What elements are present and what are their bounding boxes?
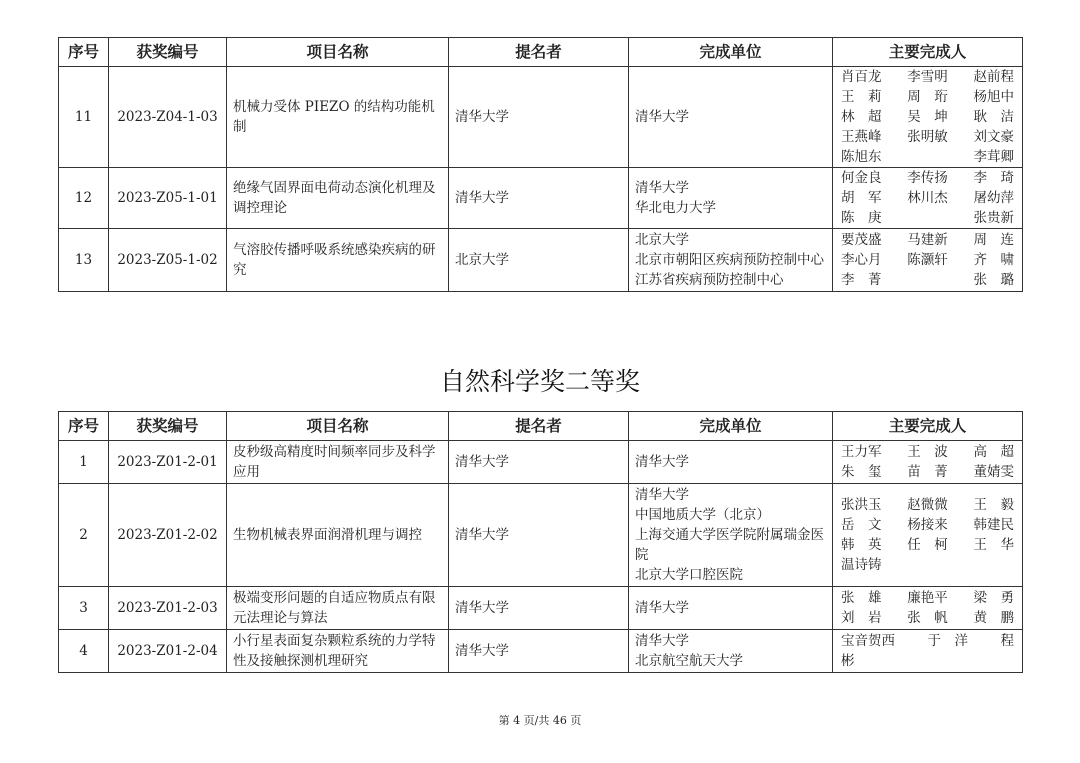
person-name: 杨旭中 bbox=[973, 89, 1014, 105]
people-line bbox=[841, 442, 1014, 462]
people-line bbox=[841, 127, 1014, 147]
header-people: 主要完成人 bbox=[833, 38, 1023, 67]
person-name: 肖百龙 bbox=[841, 69, 882, 85]
person-name: 陈灏轩 bbox=[907, 252, 948, 268]
people-line bbox=[841, 208, 1014, 228]
unit-name: 清华大学 bbox=[635, 180, 689, 196]
person-name: 李心月 bbox=[841, 252, 882, 268]
table-row bbox=[59, 441, 1023, 484]
person-name: 周 连 bbox=[973, 232, 1014, 248]
person-name: 马建新 bbox=[907, 232, 948, 248]
unit-name: 北京大学 bbox=[635, 232, 689, 248]
person-name: 廉艳平 bbox=[907, 590, 948, 606]
cell-units bbox=[629, 484, 833, 587]
cell-code: 2023-Z01-2-02 bbox=[109, 484, 227, 587]
person-name: 宝音贺西 bbox=[841, 633, 895, 649]
cell-code: 2023-Z04-1-03 bbox=[109, 67, 227, 168]
cell-project: 气溶胶传播呼吸系统感染疾病的研究 bbox=[227, 229, 449, 292]
people-line bbox=[841, 535, 1014, 555]
people-line bbox=[841, 462, 1014, 482]
people-line bbox=[841, 631, 1014, 651]
cell-nominator: 清华大学 bbox=[449, 441, 629, 484]
unit-name: 北京航空航天大学 bbox=[635, 653, 743, 669]
person-name: 岳 文 bbox=[841, 517, 882, 533]
header-project: 项目名称 bbox=[227, 412, 449, 441]
person-name: 王 波 bbox=[907, 444, 948, 460]
people-line bbox=[841, 555, 1014, 575]
person-name: 胡 军 bbox=[841, 190, 882, 206]
cell-units bbox=[629, 67, 833, 168]
cell-project: 生物机械表界面润滑机理与调控 bbox=[227, 484, 449, 587]
cell-code: 2023-Z01-2-01 bbox=[109, 441, 227, 484]
cell-project: 机械力受体 PIEZO 的结构功能机制 bbox=[227, 67, 449, 168]
person-name: 刘 岩 bbox=[841, 610, 882, 626]
person-name: 李茸卿 bbox=[973, 149, 1014, 165]
table-row bbox=[59, 630, 1023, 673]
people-line bbox=[841, 588, 1014, 608]
table-header-row bbox=[59, 412, 1023, 441]
person-name: 朱 玺 bbox=[841, 464, 882, 480]
person-name: 林 超 bbox=[841, 109, 882, 125]
header-people: 主要完成人 bbox=[833, 412, 1023, 441]
cell-nominator: 北京大学 bbox=[449, 229, 629, 292]
unit-name: 清华大学 bbox=[635, 633, 689, 649]
person-name: 张洪玉 bbox=[841, 497, 882, 513]
header-no: 序号 bbox=[59, 412, 109, 441]
page-footer: 第 4 页/共 46 页 bbox=[498, 714, 582, 727]
people-line bbox=[841, 651, 1014, 671]
person-name: 李雪明 bbox=[907, 69, 948, 85]
person-name: 张 帆 bbox=[907, 610, 948, 626]
people-line bbox=[841, 495, 1014, 515]
cell-people bbox=[833, 168, 1023, 229]
cell-units bbox=[629, 441, 833, 484]
unit-name: 清华大学 bbox=[635, 487, 689, 503]
person-name: 王力军 bbox=[841, 444, 882, 460]
cell-no: 4 bbox=[59, 630, 109, 673]
person-name: 王燕峰 bbox=[841, 129, 882, 145]
person-name: 李 菁 bbox=[841, 272, 882, 288]
unit-name: 清华大学 bbox=[635, 454, 689, 470]
award-table-first-class bbox=[58, 37, 1023, 292]
cell-nominator: 清华大学 bbox=[449, 168, 629, 229]
person-name: 苗 菁 bbox=[907, 464, 948, 480]
cell-project: 极端变形问题的自适应物质点有限元法理论与算法 bbox=[227, 587, 449, 630]
person-name: 高 超 bbox=[973, 444, 1014, 460]
person-name: 何金良 bbox=[841, 170, 882, 186]
person-name: 李传扬 bbox=[907, 170, 948, 186]
cell-nominator: 清华大学 bbox=[449, 587, 629, 630]
cell-people bbox=[833, 229, 1023, 292]
header-nominator: 提名者 bbox=[449, 412, 629, 441]
person-name: 刘文豪 bbox=[973, 129, 1014, 145]
person-name: 陈 庚 bbox=[841, 210, 882, 226]
header-units: 完成单位 bbox=[629, 412, 833, 441]
people-line bbox=[841, 608, 1014, 628]
person-name: 王 毅 bbox=[973, 497, 1014, 513]
people-line bbox=[841, 107, 1014, 127]
section-title: 自然科学奖二等奖 bbox=[439, 367, 640, 396]
cell-units bbox=[629, 168, 833, 229]
person-name: 彬 bbox=[841, 653, 855, 669]
person-name: 韩 英 bbox=[841, 537, 882, 553]
table-header-row bbox=[59, 38, 1023, 67]
person-name: 杨接来 bbox=[907, 517, 948, 533]
cell-project: 小行星表面复杂颗粒系统的力学特性及接触探测机理研究 bbox=[227, 630, 449, 673]
table-row bbox=[59, 229, 1023, 292]
cell-nominator: 清华大学 bbox=[449, 484, 629, 587]
cell-no: 11 bbox=[59, 67, 109, 168]
header-no: 序号 bbox=[59, 38, 109, 67]
person-name: 张 雄 bbox=[841, 590, 882, 606]
cell-people bbox=[833, 630, 1023, 673]
person-name: 林川杰 bbox=[907, 190, 948, 206]
person-name: 黄 鹏 bbox=[973, 610, 1014, 626]
unit-name: 北京大学口腔医院 bbox=[635, 567, 743, 583]
cell-no: 12 bbox=[59, 168, 109, 229]
person-name: 周 珩 bbox=[907, 89, 948, 105]
cell-units bbox=[629, 587, 833, 630]
people-line bbox=[841, 87, 1014, 107]
person-name: 赵前程 bbox=[973, 69, 1014, 85]
people-line bbox=[841, 188, 1014, 208]
people-line bbox=[841, 147, 1014, 167]
cell-people bbox=[833, 67, 1023, 168]
unit-name: 华北电力大学 bbox=[635, 200, 716, 216]
person-name: 梁 勇 bbox=[973, 590, 1014, 606]
people-line bbox=[841, 230, 1014, 250]
award-table-second-class bbox=[58, 411, 1023, 673]
header-code: 获奖编号 bbox=[109, 412, 227, 441]
person-name: 温诗铸 bbox=[841, 557, 882, 573]
header-code: 获奖编号 bbox=[109, 38, 227, 67]
person-name: 王 华 bbox=[973, 537, 1014, 553]
cell-project: 皮秒级高精度时间频率同步及科学应用 bbox=[227, 441, 449, 484]
cell-no: 1 bbox=[59, 441, 109, 484]
unit-name: 清华大学 bbox=[635, 109, 689, 125]
table-row bbox=[59, 587, 1023, 630]
table-row bbox=[59, 484, 1023, 587]
cell-units bbox=[629, 229, 833, 292]
unit-name: 北京市朝阳区疾病预防控制中心 bbox=[635, 252, 824, 268]
cell-nominator: 清华大学 bbox=[449, 67, 629, 168]
person-name: 屠幼萍 bbox=[973, 190, 1014, 206]
header-units: 完成单位 bbox=[629, 38, 833, 67]
person-name: 张明敏 bbox=[907, 129, 948, 145]
person-name: 耿 洁 bbox=[973, 109, 1014, 125]
person-name: 任 柯 bbox=[907, 537, 948, 553]
table-row bbox=[59, 168, 1023, 229]
cell-code: 2023-Z01-2-03 bbox=[109, 587, 227, 630]
cell-nominator: 清华大学 bbox=[449, 630, 629, 673]
unit-name: 江苏省疾病预防控制中心 bbox=[635, 272, 784, 288]
person-name: 赵微微 bbox=[907, 497, 948, 513]
cell-code: 2023-Z05-1-02 bbox=[109, 229, 227, 292]
person-name: 要茂盛 bbox=[841, 232, 882, 248]
person-name: 韩建民 bbox=[973, 517, 1014, 533]
cell-no: 3 bbox=[59, 587, 109, 630]
person-name: 张贵新 bbox=[973, 210, 1014, 226]
cell-code: 2023-Z01-2-04 bbox=[109, 630, 227, 673]
table-row bbox=[59, 67, 1023, 168]
person-name: 王 莉 bbox=[841, 89, 882, 105]
header-project: 项目名称 bbox=[227, 38, 449, 67]
person-name: 齐 啸 bbox=[973, 252, 1014, 268]
cell-units bbox=[629, 630, 833, 673]
people-line bbox=[841, 515, 1014, 535]
person-name: 李 琦 bbox=[973, 170, 1014, 186]
cell-no: 2 bbox=[59, 484, 109, 587]
people-line bbox=[841, 168, 1014, 188]
unit-name: 清华大学 bbox=[635, 600, 689, 616]
person-name: 董婧雯 bbox=[973, 464, 1014, 480]
unit-name: 上海交通大学医学院附属瑞金医院 bbox=[635, 527, 824, 563]
cell-people bbox=[833, 587, 1023, 630]
header-nominator: 提名者 bbox=[449, 38, 629, 67]
person-name: 吴 坤 bbox=[907, 109, 948, 125]
person-name: 于 洋 bbox=[927, 633, 968, 649]
cell-people bbox=[833, 484, 1023, 587]
people-line bbox=[841, 270, 1014, 290]
cell-people bbox=[833, 441, 1023, 484]
people-line bbox=[841, 67, 1014, 87]
person-name: 张 璐 bbox=[973, 272, 1014, 288]
cell-code: 2023-Z05-1-01 bbox=[109, 168, 227, 229]
person-name: 陈旭东 bbox=[841, 149, 882, 165]
cell-no: 13 bbox=[59, 229, 109, 292]
cell-project: 绝缘气固界面电荷动态演化机理及调控理论 bbox=[227, 168, 449, 229]
people-line bbox=[841, 250, 1014, 270]
person-name: 程 bbox=[1000, 633, 1014, 649]
unit-name: 中国地质大学（北京） bbox=[635, 507, 770, 523]
